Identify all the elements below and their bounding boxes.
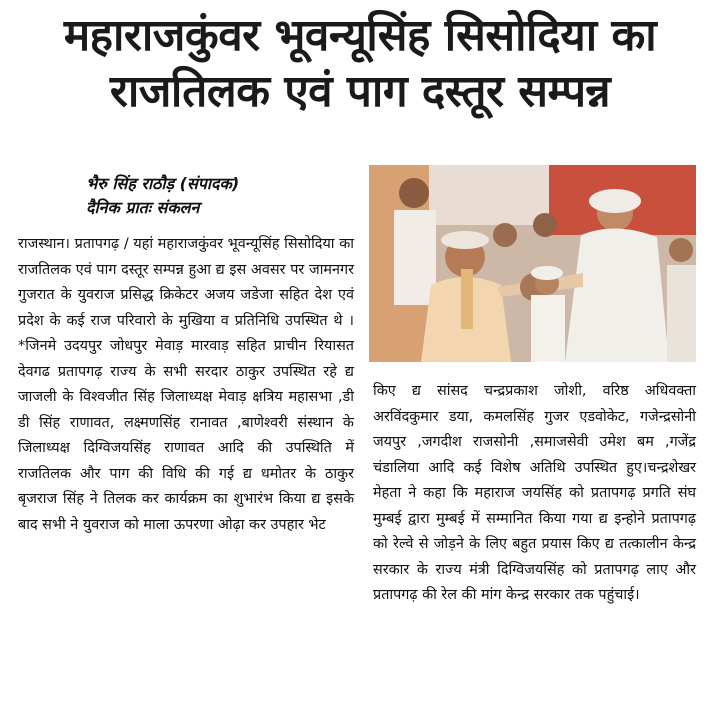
article-body-left: राजस्थान। प्रतापगढ़ / यहां महाराजकुंवर भूवन्यूसिंह सिसोदिया का राजतिलक एवं पाग दस्तूर सम्पन्न हुआ द्य इस अवसर पर जामनगर गुजरात के युवराज प्रसिद्ध क्रिकेटर अजय जडेजा सहित देश एवं प्रदेश के कई राज परिवारो के मुखिया व प्रतिनिधि उपस्थित थे ।*जिनमे उदयपुर जोधपुर मेवाड़ मारवाड़ सहित प्राचीन रियासत देवगढ प्रतापगढ़ राज्य के सभी सरदार ठाकुर उपस्थित रहे द्य जाजली के विश्वजीत सिंह जिलाध्यक्ष मेवाड़ क्षत्रिय महासभा ,डी डी सिंह राणावत, लक्ष्मणसिंह रानावत ,बाणेश्वरी संस्थान के जिलाध्यक्ष दिग्विजयसिंह राणावत आदि की उपस्थिति में राजतिलक और पाग की विधि की गई द्य धमोतर के ठाकुर बृजराज सिंह ने तिलक कर कार्यक्रम का शुभारंभ किया द्य इसके बाद सभी ने युवराज को माला ऊपरणा ओढ़ा कर उपहार भेट <box>18 236 354 533</box>
headline-line-1: महाराजकुंवर भूवन्यूसिंह सिसोदिया का <box>63 10 657 61</box>
headline <box>0 8 720 120</box>
byline <box>86 172 356 220</box>
article-body-right: किए द्य सांसद चन्द्रप्रकाश जोशी, वरिष्ठ अधिवक्ता अरविंदकुमार डया, कमलसिंह गुजर एडवोकेट, गजेन्द्रसोनी जयपुर ,जगदीश राजसोनी ,समाजसेवी उमेश बम ,गजेंद्र चंडालिया आदि कई विशेष अतिथि उपस्थित हुए।चन्द्रशेखर मेहता ने कहा कि महाराज जयसिंह को प्रतापगढ़ प्रगति संघ मुम्बई द्वारा मुम्बई में सम्मानित किया गया द्य इन्होने प्रतापगढ़ को रेल्वे से जोड़ने के लिए बहुत प्रयास किए द्य तत्कालीन केन्द्र सरकार के राज्य मंत्री दिग्विजयसिंह को प्रतापगढ़ लाए और प्रतापगढ़ की रेल की मांग केन्द्र सरकार तक पहुंचाई। <box>373 383 696 603</box>
article-column-right <box>373 379 696 609</box>
article-column-left <box>18 232 354 538</box>
ceremony-photo-illustration <box>369 165 696 362</box>
headline-line-2: राजतिलक एवं पाग दस्तूर सम्पन्न <box>109 66 611 117</box>
byline-source: दैनिक प्रातः संकलन <box>86 198 200 217</box>
byline-author: भैरु सिंह राठौड़ (संपादक) <box>86 174 240 193</box>
ceremony-photo <box>369 165 696 362</box>
